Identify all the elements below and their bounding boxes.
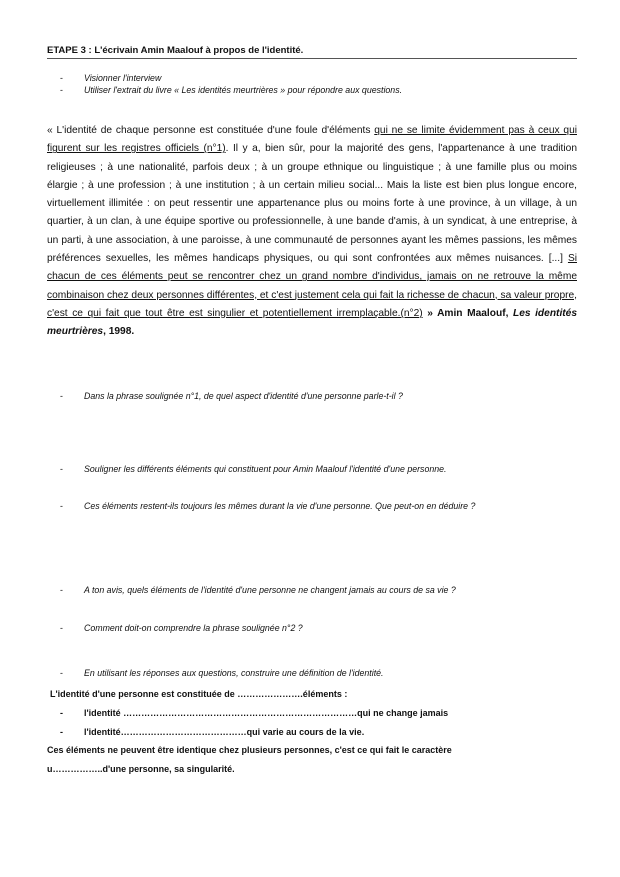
definition-item-text: l'identité ……………………………………………………………………qui ne change jamais (84, 708, 449, 718)
question-item (60, 501, 475, 511)
instruction-item (60, 85, 402, 97)
quote-excerpt (47, 122, 577, 342)
bullet-dash: - (60, 623, 63, 633)
question-text: En utilisant les réponses aux questions, construire une définition de l'identité. (84, 668, 384, 678)
definition-item (60, 708, 448, 718)
quote-year: , 1998. (103, 326, 135, 338)
definition-item (60, 727, 364, 737)
question-item (60, 623, 303, 633)
question-text: Ces éléments restent-ils toujours les mêmes durant la vie d'une personne. Que peut-on en déduire ? (84, 501, 476, 511)
bullet-dash: - (60, 464, 63, 474)
bullet-dash: - (60, 84, 63, 95)
quote-text: . Il y a, bien sûr, pour la majorité des gens, l'appartenance à une tradition religieuses ; à une nationalité, parfois deux ; à un groupe ethnique ou linguistique ; à une famille plus ou moins élargie ; à une profession ; à une institution ; à un certain milieu social... Mais la liste est bien plus longue encore, virtuellement illimitée : on peut ressentir une appartenance plus ou moins forte à une province, à un village, à un quartier, à un clan, à une équipe sportive ou professionnelle, à une bande d'amis, à un syndicat, à une entreprise, à un parti, à une association, à une paroisse, à une communauté de personnes ayant les mêmes passions, les mêmes préférences sexuelles, les mêmes handicaps physiques, ou qui sont confrontées aux mêmes nuisances. [...] (47, 143, 577, 265)
quote-text: « L'identité de chaque personne est constituée d'une foule d'éléments (47, 125, 375, 136)
bullet-dash: - (60, 391, 63, 401)
definition-line: u……………..d'une personne, sa singularité. (47, 764, 235, 774)
instructions-list (60, 73, 402, 96)
question-text: A ton avis, quels éléments de l'identité d'une personne ne changent jamais au cours de sa vie ? (84, 585, 456, 595)
question-item (60, 391, 403, 401)
bullet-dash: - (60, 501, 63, 511)
instruction-text: Visionner l'interview (84, 73, 162, 83)
quote-author: Amin Maalouf, (437, 307, 513, 319)
question-text: Souligner les différents éléments qui constituent pour Amin Maalouf l'identité d'une personne. (84, 464, 447, 474)
question-item (60, 585, 456, 595)
question-text: Dans la phrase soulignée n°1, de quel aspect d'identité d'une personne parle-t-il ? (84, 391, 403, 401)
definition-item-text: l'identité……………………………………qui varie au cours de la vie. (84, 727, 365, 737)
title-underline (47, 58, 577, 59)
question-item (60, 668, 384, 678)
instruction-text: Utiliser l'extrait du livre « Les identités meurtrières » pour répondre aux questions. (84, 84, 403, 95)
definition-line: L'identité d'une personne est constituée de ………………….éléments : (50, 689, 348, 699)
underlined-phrase-2: Si chacun de ces éléments peut se rencontrer chez un grand nombre d'individus, jamais on ne retrouve la même combinaison chez deux personnes différentes, et c'est justement cela qui fait la richesse de chacun, sa valeur propre, c'est ce qui fait que tout être est singulier et potentiellement irremplaçable.(n°2) (47, 253, 577, 319)
bullet-dash: - (60, 708, 63, 718)
quote-book-title: Les identités meurtrières (47, 307, 577, 338)
underlined-phrase-1: qui ne se limite évidemment pas à ceux qui figurent sur les registres officiels (n°1) (47, 125, 577, 155)
page-title: ETAPE 3 : L'écrivain Amin Maalouf à propos de l'identité. (47, 45, 304, 56)
instruction-item (60, 73, 402, 85)
bullet-dash: - (60, 73, 63, 83)
bullet-dash: - (60, 727, 63, 737)
bullet-dash: - (60, 668, 63, 678)
bullet-dash: - (60, 585, 63, 595)
quote-closing: » (422, 307, 438, 319)
question-item (60, 464, 446, 474)
definition-line: Ces éléments ne peuvent être identique chez plusieurs personnes, c'est ce qui fait le caractère (47, 745, 452, 755)
question-text: Comment doit-on comprendre la phrase soulignée n°2 ? (84, 623, 303, 633)
